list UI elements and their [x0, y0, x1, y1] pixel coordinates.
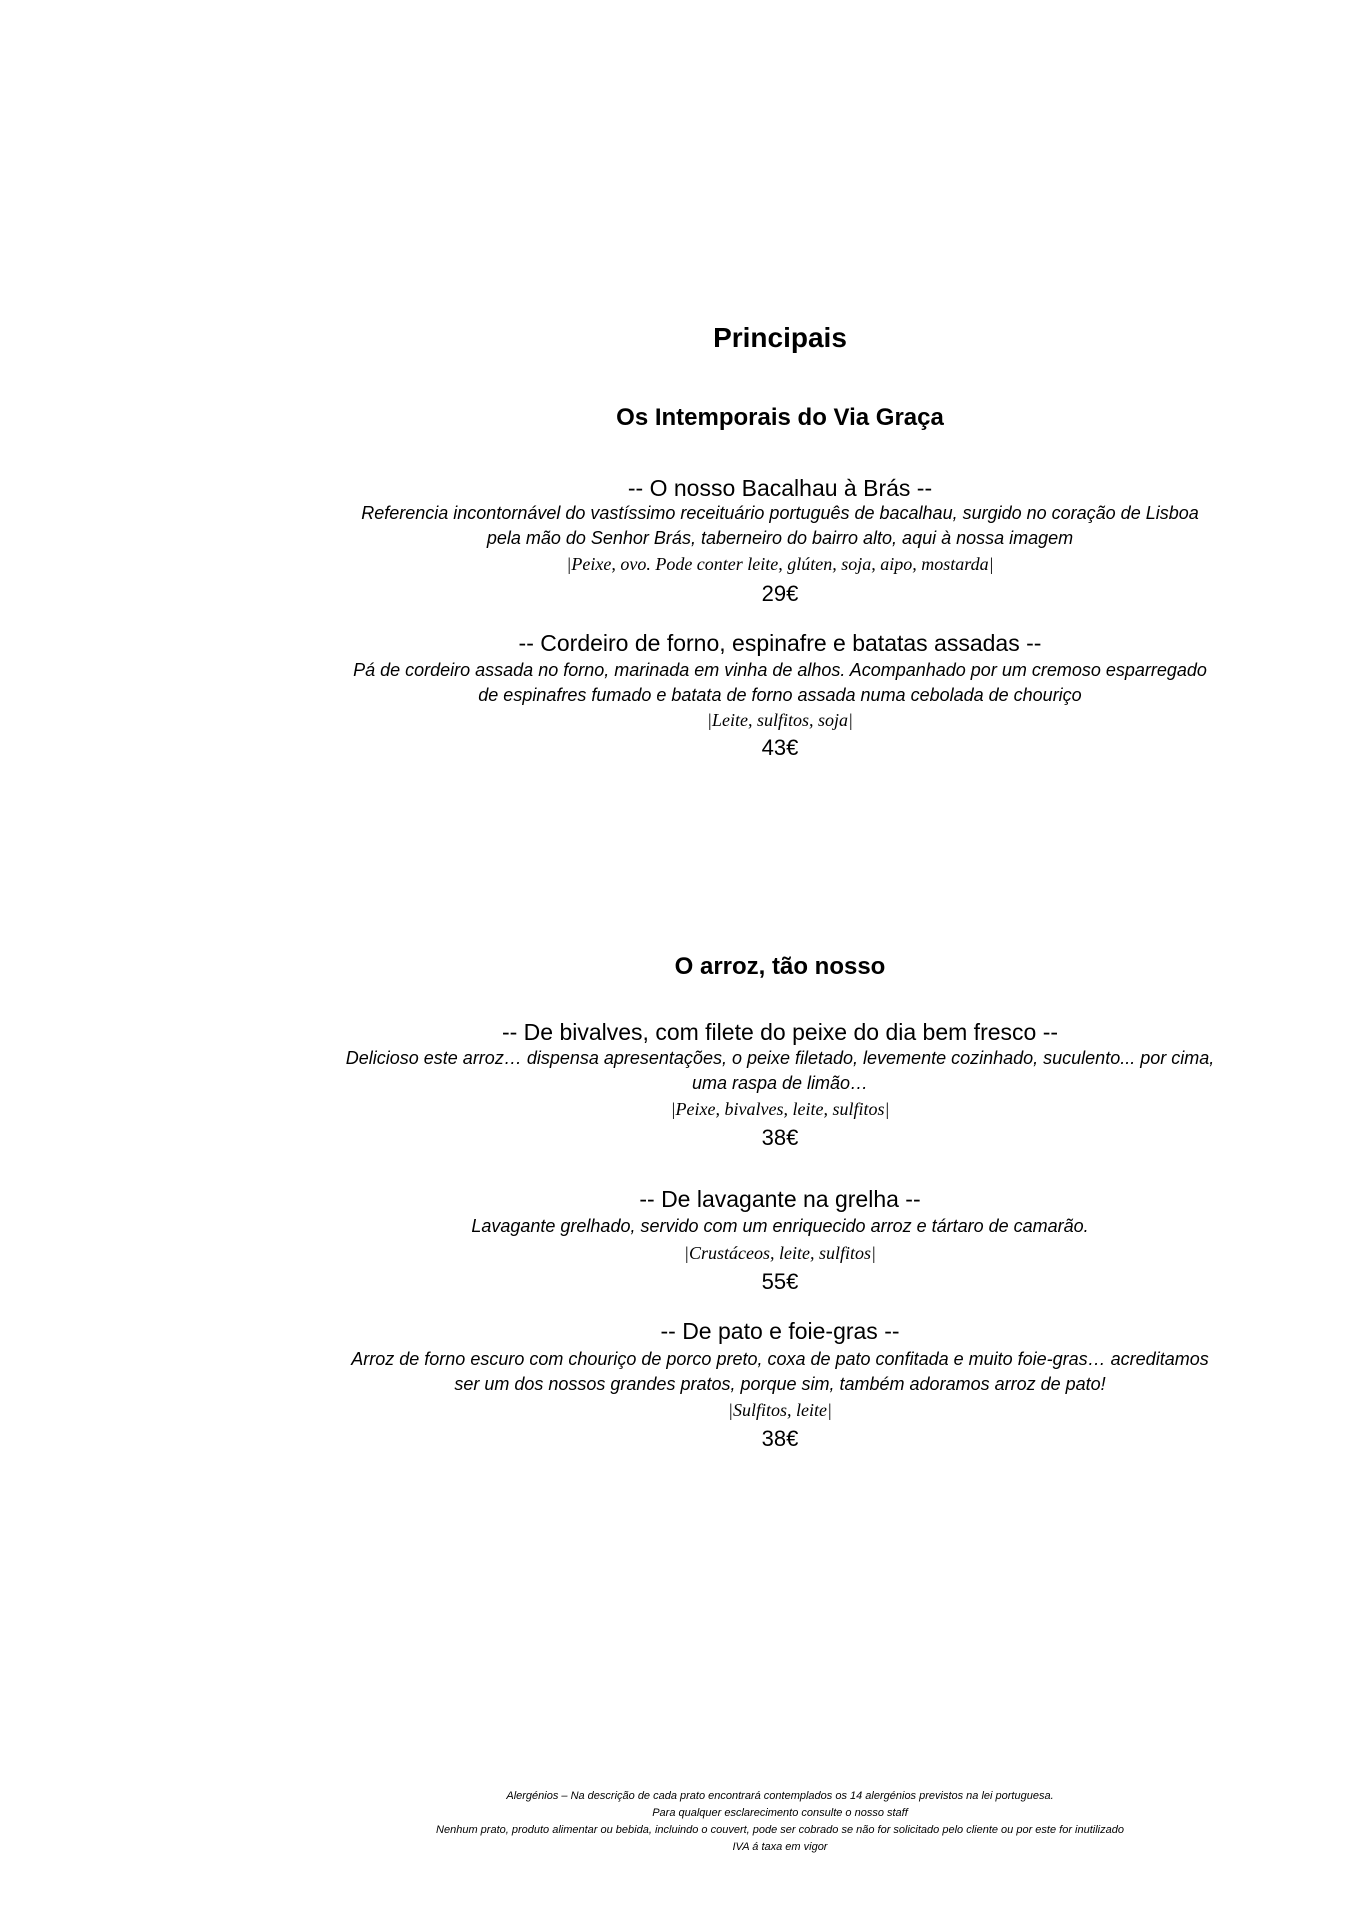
section-title-intemporais: Os Intemporais do Via Graça [616, 404, 944, 431]
dish-allergens: |Sulfitos, leite| [728, 1400, 832, 1420]
dish-description-line: Pá de cordeiro assada no forno, marinada em vinha de alhos. Acompanhado por um cremoso esparregado [353, 660, 1207, 680]
footer-notes [320, 1788, 1240, 1856]
footer-line-charges: Nenhum prato, produto alimentar ou bebida, incluindo o couvert, pode ser cobrado se não for solicitado pelo cliente ou por este for inutilizado [436, 1824, 1124, 1836]
dish-name: -- O nosso Bacalhau à Brás -- [627, 475, 933, 501]
page-title: Principais [713, 322, 847, 353]
footer-line-staff: Para qualquer esclarecimento consulte o nosso staff [652, 1807, 908, 1819]
dish-name: -- De lavagante na grelha -- [639, 1186, 921, 1212]
dish-description-line: ser um dos nossos grandes pratos, porque sim, também adoramos arroz de pato! [454, 1374, 1106, 1394]
dish-allergens: |Peixe, ovo. Pode conter leite, glúten, soja, aipo, mostarda| [566, 554, 994, 574]
dish-price: 38€ [761, 1125, 799, 1150]
dish-description-line: Delicioso este arroz… dispensa apresentações, o peixe filetado, levemente cozinhado, suculento... por cima, [345, 1048, 1215, 1068]
dish-description-line: Arroz de forno escuro com chouriço de porco preto, coxa de pato confitada e muito foie-gras… acreditamos [351, 1349, 1209, 1369]
dish-allergens: |Peixe, bivalves, leite, sulfitos| [670, 1099, 890, 1119]
dish-name: -- De bivalves, com filete do peixe do dia bem fresco -- [501, 1019, 1059, 1045]
dish-description-line: Lavagante grelhado, servido com um enriquecido arroz e tártaro de camarão. [471, 1216, 1089, 1236]
dish-description-line: de espinafres fumado e batata de forno assada numa cebolada de chouriço [478, 685, 1082, 705]
dish-name: -- Cordeiro de forno, espinafre e batatas assadas -- [518, 630, 1042, 656]
section-title-arroz: O arroz, tão nosso [674, 953, 886, 980]
footer-line-allergens: Alergénios – Na descrição de cada prato encontrará contemplados os 14 alergénios previstos na lei portuguesa. [506, 1790, 1054, 1802]
dish-price: 55€ [761, 1269, 799, 1294]
dish-description-line: uma raspa de limão… [691, 1073, 869, 1093]
dish-allergens: |Crustáceos, leite, sulfitos| [684, 1243, 876, 1263]
dish-description-line: pela mão do Senhor Brás, taberneiro do bairro alto, aqui à nossa imagem [486, 528, 1074, 548]
dish-price: 38€ [761, 1426, 799, 1451]
dish-price: 43€ [761, 735, 799, 760]
dish-description-line: Referencia incontornável do vastíssimo receituário português de bacalhau, surgido no coração de Lisboa [361, 503, 1199, 523]
dish-allergens: |Leite, sulfitos, soja| [707, 710, 853, 730]
dish-name: -- De pato e foie-gras -- [660, 1318, 900, 1344]
dish-price: 29€ [761, 581, 799, 606]
footer-line-vat: IVA á taxa em vigor [732, 1841, 828, 1853]
